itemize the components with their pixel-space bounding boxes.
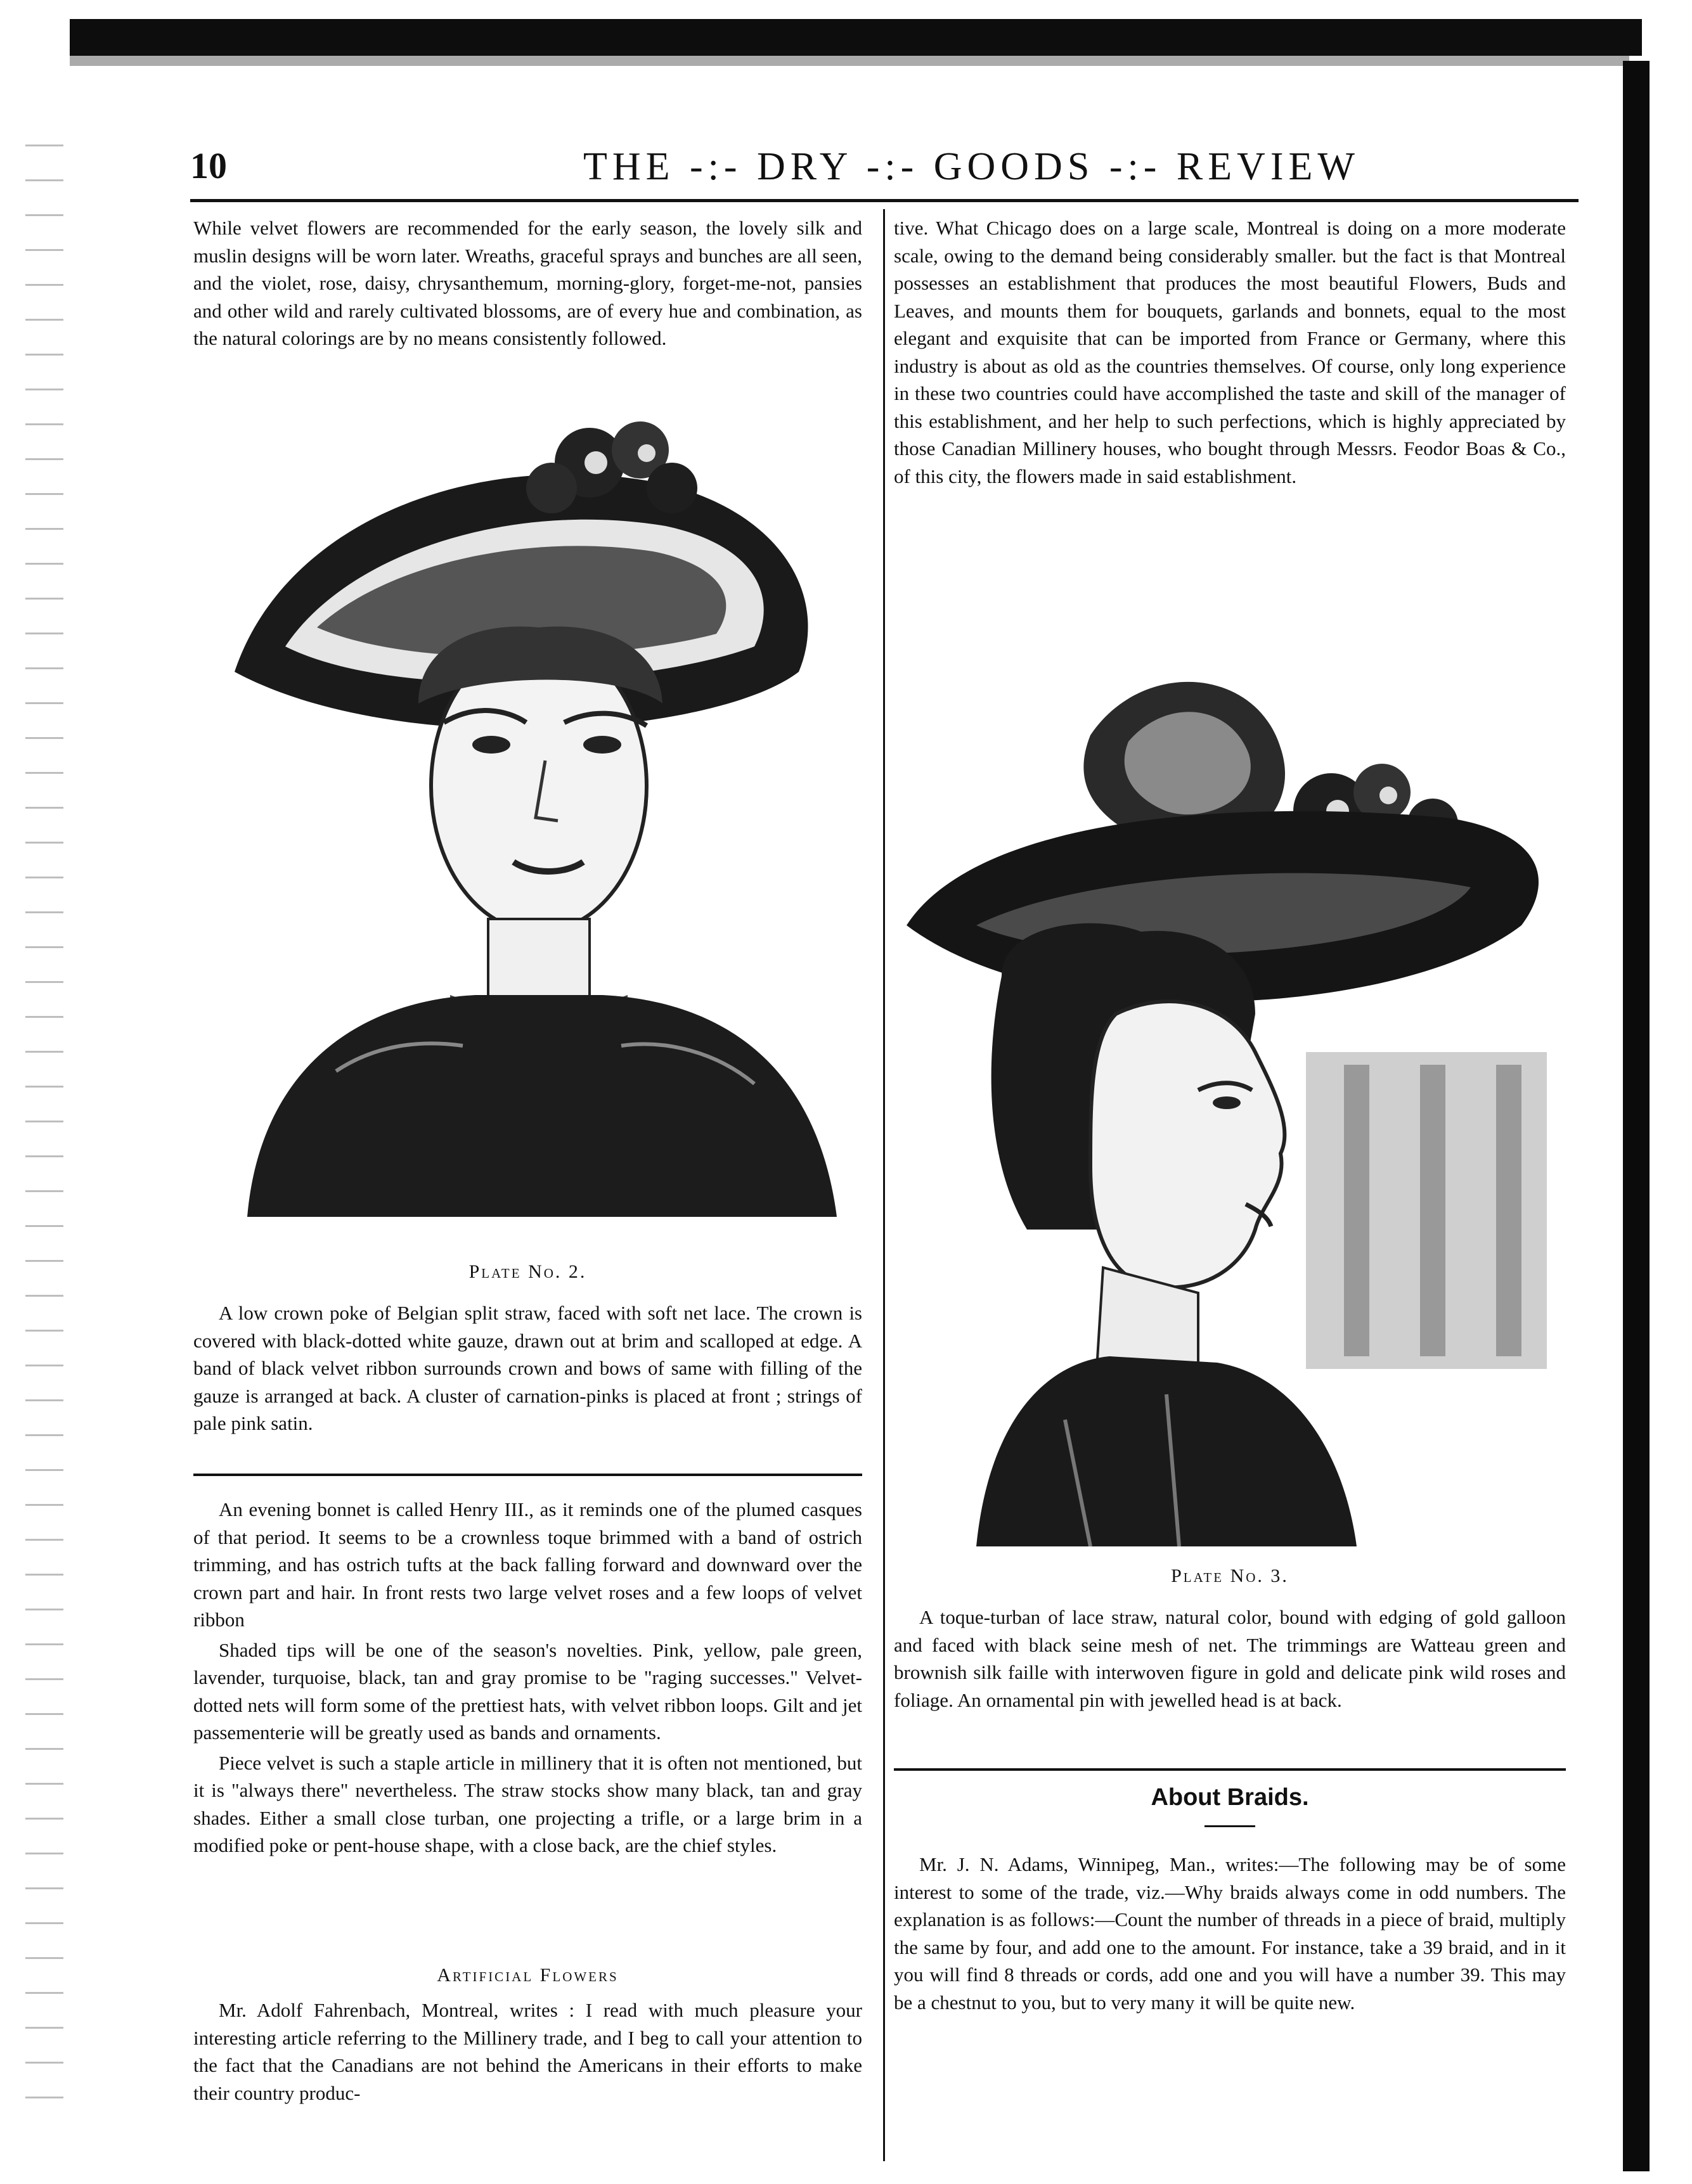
page-number: 10	[190, 145, 227, 186]
plate-2-illustration	[209, 406, 869, 1230]
masthead-title: THE -:- DRY -:- GOODS -:- REVIEW	[583, 145, 1360, 188]
page-header	[190, 139, 1579, 196]
header-rule	[190, 199, 1579, 202]
plate-2-caption-text: A low crown poke of Belgian split straw, faced with soft net lace. The crown is covered with black-dotted white gauze, drawn out at brim and scalloped at edge. A band of black velvet ribbon surrounds crown and bows of same with filling of the gauze is arranged at back. A cluster of carnation-pinks is placed at front ; strings of pale pink satin.	[193, 1302, 862, 1434]
piece-velvet-paragraph: Piece velvet is such a staple article in millinery that it is often not mentioned, but it is "always there" nevertheless. The straw stocks show many black, tan and gray shades. Either a small close turban, one projecting a trifle, or a large brim in a modified poke or pent-house shape, with a close back, are the chief styles.	[193, 1751, 862, 1856]
scan-right-edge	[1623, 61, 1650, 2171]
plate-3-caption-text: A toque-turban of lace straw, natural color, bound with edging of gold galloon and faced with black seine mesh of net. The trimmings are Watteau green and brownish silk faille with interwoven figure in gold and delicate pink wild roses and foliage. An ornamental pin with jewelled head is at back.	[894, 1606, 1566, 1711]
scan-top-shadow	[70, 56, 1629, 66]
fahrenbach-letter: Mr. Adolf Fahrenbach, Montreal, writes : I read with much pleasure your interesting article referring to the Millinery trade, and I beg to call your attention to the fact that the Canadians are not behind the Americans in their efforts to make their country produc-	[193, 1999, 862, 2104]
left-column-rule-1	[193, 1474, 862, 1476]
about-braids-underline	[1204, 1825, 1255, 1827]
plate-3-title: Plate No. 3.	[1171, 1565, 1289, 1586]
about-braids-title: About Braids.	[1151, 1784, 1309, 1811]
evening-bonnet-paragraph: An evening bonnet is called Henry III., as it reminds one of the plumed casques of that period. It seems to be a crownless toque brimmed with a band of ostrich trimming, and has ostrich tufts at the back falling forward and downward over the crown part and hair. In front rests two large velvet roses and a few loops of velvet ribbon	[193, 1498, 862, 1631]
artificial-flowers-title: Artificial Flowers	[437, 1965, 619, 1986]
right-column-rule	[894, 1768, 1566, 1771]
right-continued-text	[894, 214, 1566, 492]
shaded-tips-paragraph: Shaded tips will be one of the season's novelties. Pink, yellow, pale green, lavender, turquoise, black, tan and gray promise to be "raging successes." Velvet-dotted nets will form some of the prettiest hats, with velvet ribbon loops. Gilt and jet passementerie will be greatly used as bands and ornaments.	[193, 1638, 862, 1744]
plate-2-title: Plate No. 2.	[468, 1261, 587, 1282]
about-braids-text	[894, 1851, 1566, 2019]
montreal-flowers-paragraph: tive. What Chicago does on a large scale, Montreal is doing on a more moderate scale, owing to the demand being considerably smaller. but the fact is that Montreal possesses an establishment that produces the most beautiful Flowers, Buds and Leaves, and mounts them for bouquets, garlands and bonnets, equal to the most elegant and exquisite that can be imported from France or Germany, where this industry is about as old as the countries themselves. Of course, only long experience in these two countries could have accomplished the taste and skill of the manager of this establishment, and her help to such perfections, which is highly appreciated by those Canadian Millinery houses, who bought through Messrs. Feodor Boas & Co., of this city, the flowers made in said establishment.	[894, 217, 1566, 487]
plate-3-illustration	[900, 659, 1572, 1546]
left-body-text	[193, 1496, 862, 1862]
artificial-flowers-text	[193, 1996, 862, 2109]
column-divider	[883, 209, 885, 2161]
scan-left-margin-noise	[25, 127, 63, 2123]
intro-text: While velvet flowers are recommended for the early season, the lovely silk and muslin designs will be worn later. Wreaths, graceful sprays and bunches are all seen, and the violet, rose, daisy, chrysanthemum, morning-glory, forget-me-not, pansies and other wild and rarely cultivated blossoms, are of every hue and combination, as the natural colorings are by no means consistently followed.	[193, 217, 862, 349]
scan-top-edge	[70, 19, 1642, 56]
left-intro-paragraph	[193, 214, 862, 355]
plate-2-caption	[193, 1299, 862, 1440]
plate-3-caption	[894, 1603, 1566, 1716]
braids-paragraph: Mr. J. N. Adams, Winnipeg, Man., writes:—The following may be of some interest to some of the trade, viz.—Why braids always come in odd numbers. The explanation is as follows:—Count the number of threads in a piece of braid, multiply the same by four, and add one to the amount. For instance, take a 39 braid, and in it you will find 8 threads or cords, add one and you will have a number 39. This may be a chestnut to you, but to very many it will be quite new.	[894, 1853, 1566, 2014]
